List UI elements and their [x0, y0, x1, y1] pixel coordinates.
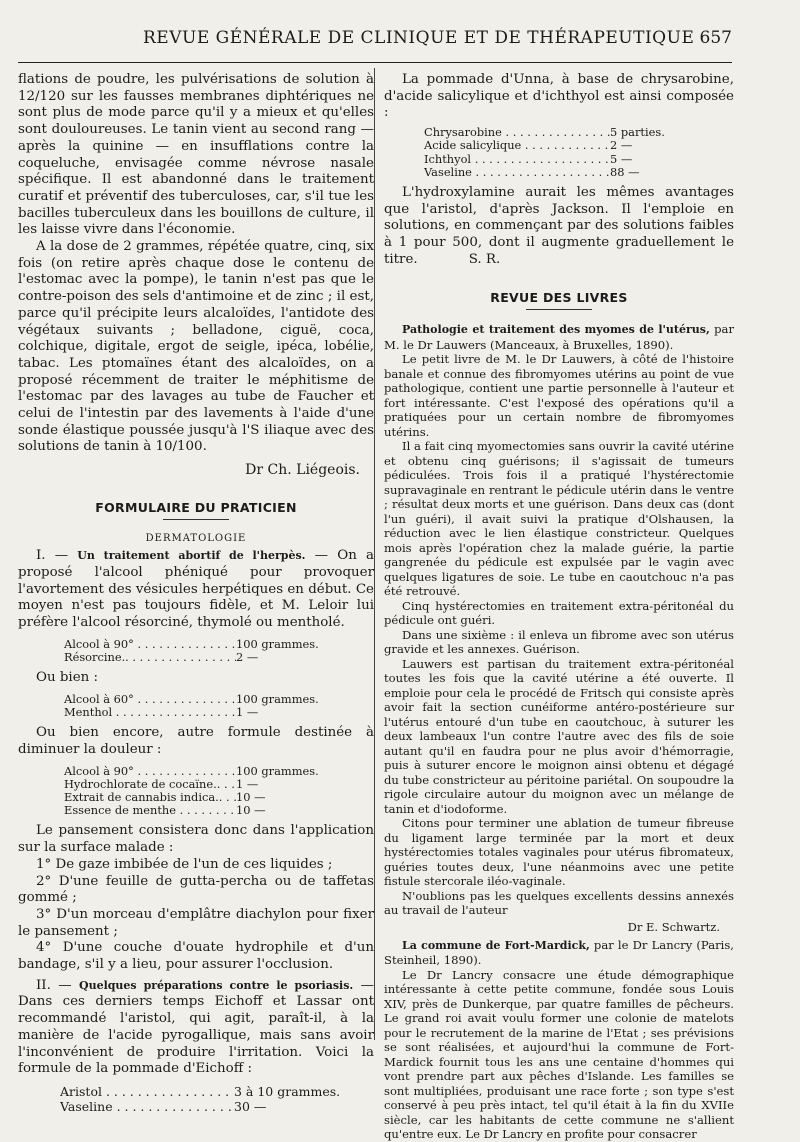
- book-2-paragraph: Le Dr Lancry consacre une étude démographique intéressante à cette petite commune, fondée sous Louis XIV, près de Dunkerque, par quatre familles de pêcheurs. Le grand roi avait voulu former une colonie de matelots pour le recrutement de la marine de l'Etat ; ses prévisions se sont réalisées, et aujourd'hui la commune de Fort-Mardick fournit tous les ans une centaine d'hommes qui vont prendre part aux pêches d'Islande. Les familles se sont multipliées, produisant une race forte ; son type s'est conservé à peu près intact, tel qu'il était à la fin du XVIIe siècle, car les habitants de cette commune ne s'allient qu'entre eux. Le Dr Lancry en profite pour consacrer: [384, 967, 734, 1142]
- book-1-paragraph: Le petit livre de M. le Dr Lauwers, à côté de l'histoire banale et connue des fibromyomes utérins au point de vue pathologique, contient une partie personnelle à l'auteur et fort intéressante. C'est l'exposé des opérations qu'il a pratiquées pour un certain nombre de fibromyomes utérins.: [384, 352, 734, 439]
- psoriasis-title: Quelques préparations contre le psoriasis.: [78, 978, 354, 992]
- pansement-item-3: 3° D'un morceau d'emplâtre diachylon pour fixer le pansement ;: [18, 906, 374, 939]
- book-2-citation: par le Dr Lancry (Paris, Steinheil, 1890).: [384, 937, 734, 968]
- pansement-paragraph: Le pansement consistera donc dans l'application sur la surface malade :: [18, 823, 374, 856]
- book-1-paragraph: N'oublions pas les quelques excellents dessins annexés au travail de l'auteur: [384, 888, 734, 918]
- book-1-signature: Dr E. Schwartz.: [627, 919, 720, 934]
- recipe-row: Extrait de cannabis indica.. . . . 10 —: [64, 791, 374, 804]
- pansement-item-2: 2° D'une feuille de gutta-percha ou de taffetas gommé ;: [18, 873, 374, 906]
- right-column: [384, 72, 734, 1142]
- recipe-eichoff: [60, 1084, 374, 1114]
- left-column: [18, 72, 374, 1114]
- ou-bien-encore-paragraph: Ou bien encore, autre formule destinée à diminuer la douleur :: [18, 725, 374, 757]
- psoriasis-paragraph: [18, 978, 374, 1078]
- recipe-row: Ichthyol . . . 5 —: [424, 153, 734, 166]
- recipe-row: Aristol . . . 3 à 10 grammes.: [60, 1084, 374, 1099]
- recipe-unna: [424, 126, 734, 179]
- herpes-paragraph: [18, 548, 374, 632]
- author-signature: Dr Ch. Liégeois.: [245, 462, 360, 479]
- page-number: 657: [699, 28, 732, 48]
- recipe-row: Alcool à 60° . . . 100 grammes.: [64, 693, 374, 706]
- book-1-title: Pathologie et traitement des myomes de l'utérus,: [402, 323, 710, 337]
- recipe-row: Alcool à 90° . . . 100 grammes.: [64, 638, 374, 651]
- tanin-paragraph-2: A la dose de 2 grammes, répétée quatre, cinq, six fois (on retire après chaque dose le contenu de l'estomac avec la pompe), le tanin n'est pas que le contre-poison des sels d'antimoine et de zinc ; il est, parce qu'il précipite leurs alcaloïdes, l'antidote des végétaux suivants ; belladone, ciguë, coca, colchique, digitale, ergot de seigle, ipéca, lobélie, tabac. Les ptomaïnes étant des alcaloïdes, on a proposé récemment de traiter le méphitisme de l'estomac par des lavages au tube de Faucher et celui de l'intestin par des lavements à l'aide d'une sonde élastique poussée jusqu'à l'S iliaque avec des solutions de tanin à 10/100.: [18, 239, 374, 455]
- herpes-title: Un traitement abortif de l'herpès.: [77, 549, 306, 563]
- recipe-row: Résorcine.. . . . 2 —: [64, 651, 374, 664]
- book-1-paragraph: Dans une sixième : il enleva un fibrome avec son utérus gravide et les annexes. Guérison.: [384, 627, 734, 657]
- recipe-row: Acide salicylique . . . 2 —: [424, 139, 734, 152]
- column-divider: [374, 68, 375, 1040]
- header-rule: [18, 62, 732, 63]
- recipe-row: Vaseline . . . 30 —: [60, 1099, 374, 1114]
- recipe-row: Hydrochlorate de cocaïne.. . . . 1 —: [64, 778, 374, 791]
- subsection-dermatologie: DERMATOLOGIE: [145, 533, 247, 545]
- recipe-row: Menthol . . . 1 —: [64, 706, 374, 719]
- book-1-paragraph: Il a fait cinq myomectomies sans ouvrir la cavité utérine et obtenu cinq guérisons; il s'agissait de tumeurs pédiculées. Trois fois il a pratiqué l'hystérectomie supravaginale en rentrant le pédicule utérin dans le ventre ; résultat deux morts et une guérison. Dans deux cas (dont l'un guéri), il avait suivi la pratique d'Olshausen, la réduction avec le lien élastique constricteur. Quelques mois après l'opération chez la malade guérie, la partie gangrenée du pédicule est expulsée par le vagin avec quelques ligatures de soie. Le tube en caoutchouc n'a pas été retrouvé.: [384, 439, 734, 599]
- tanin-paragraph-1: flations de poudre, les pulvérisations de solution à 12/120 sur les fausses membranes diphtériques ne sont plus de mode parce qu'il y a mieux et qu'elles sont douloureuses. Le tanin vient au second rang — après la quinine — en insufflations contre la coqueluche, envisagée comme névrose nasale spécifique. Il est abandonné dans le traitement curatif et préventif des tuberculoses, car, s'il tue les bacilles tuberculeux dans les bouillons de culture, il les laisse vivre dans l'économie.: [18, 72, 374, 238]
- ou-bien-label: Ou bien :: [36, 670, 99, 686]
- section-title-revue-livres: REVUE DES LIVRES: [490, 290, 628, 306]
- book-1-paragraph: Citons pour terminer une ablation de tumeur fibreuse du ligament large terminée par la mort et deux hystérectomies totales vaginales pour utérus fibromateux, guéries toutes deux, l'une néanmoins avec une petite fistule stercorale iléo-vaginale.: [384, 816, 734, 889]
- herpes-number: I. —: [36, 548, 69, 564]
- pansement-item-4: 4° D'une couche d'ouate hydrophile et d'un bandage, s'il y a lieu, pour assurer l'occlusion.: [18, 940, 374, 973]
- recipe-row: Chrysarobine . . . 5 parties.: [424, 126, 734, 139]
- unna-paragraph: La pommade d'Unna, à base de chrysarobine, d'acide salicylique et d'ichthyol est ainsi composée :: [384, 72, 734, 121]
- hydroxylamine-paragraph: L'hydroxylamine aurait les mêmes avantages que l'aristol, d'après Jackson. Il l'emploie en solutions, en commençant par des solutions faibles à 1 pour 500, dont il augmente graduellement le titre. S. R.: [384, 184, 734, 267]
- book-1-paragraph: Lauwers est partisan du traitement extra-péritonéal toutes les fois que la cavité utérine a été ouverte. Il emploie pour cela le procédé de Fritsch qui consiste après avoir fait la section cunéiforme antéro-postérieure sur l'utérus entouré d'un tube en caoutchouc, à suturer les deux lambeaux l'un contre l'autre avec des fils de soie autant qu'il en faudra pour ne plus avoir d'hémorragie, puis à suturer encore le moignon ainsi obtenu et dégagé du tube constricteur au péritoine pariétal. On soupoudre la rigole circulaire autour du moignon avec un mélange de tanin et d'iodoforme.: [384, 656, 734, 816]
- psoriasis-text: — Dans ces derniers temps Eichoff et Lassar ont recommandé l'aristol, qui agit, paraît-il, à la manière de l'acide pyrogallique, mais sans avoir l'inconvénient de produire l'irritation. Voici la formule de la pommade d'Eichoff :: [18, 977, 374, 1077]
- recipe-resorcine: [64, 638, 374, 664]
- book-1-paragraph: Cinq hystérectomies en traitement extra-péritonéal du pédicule ont guéri.: [384, 598, 734, 628]
- recipe-row: Essence de menthe . . . 10 —: [64, 804, 374, 817]
- recipe-menthol: [64, 693, 374, 719]
- pansement-item-1: 1° De gaze imbibée de l'un de ces liquides ;: [36, 856, 333, 872]
- section-title-formulaire: FORMULAIRE DU PRATICIEN: [95, 500, 297, 516]
- section-rule: [163, 519, 229, 520]
- recipe-row: Vaseline . . . 88 —: [424, 166, 734, 179]
- book-1-heading: [384, 322, 734, 352]
- book-1-citation: par M. le Dr Lauwers (Manceaux, à Bruxelles, 1890).: [384, 322, 735, 352]
- journal-title: REVUE GÉNÉRALE DE CLINIQUE ET DE THÉRAPEUTIQUE: [143, 28, 695, 48]
- hydroxylamine-signature: S. R.: [468, 251, 501, 267]
- herpes-text: — On a proposé l'alcool phéniqué pour provoquer l'avortement des vésicules herpétiques en début. Ce moyen n'est pas toujours fidèle, et M. Leloir lui préfère l'alcool résorciné, thymolé ou mentholé.: [18, 548, 374, 630]
- running-header: [18, 28, 732, 54]
- psoriasis-number: II. —: [36, 977, 72, 993]
- recipe-cocaine: [64, 765, 374, 818]
- section-rule: [526, 309, 592, 310]
- book-2-heading: [384, 938, 734, 968]
- recipe-row: Alcool à 90° . . . 100 grammes.: [64, 765, 374, 778]
- book-2-title: La commune de Fort-Mardick,: [402, 938, 590, 952]
